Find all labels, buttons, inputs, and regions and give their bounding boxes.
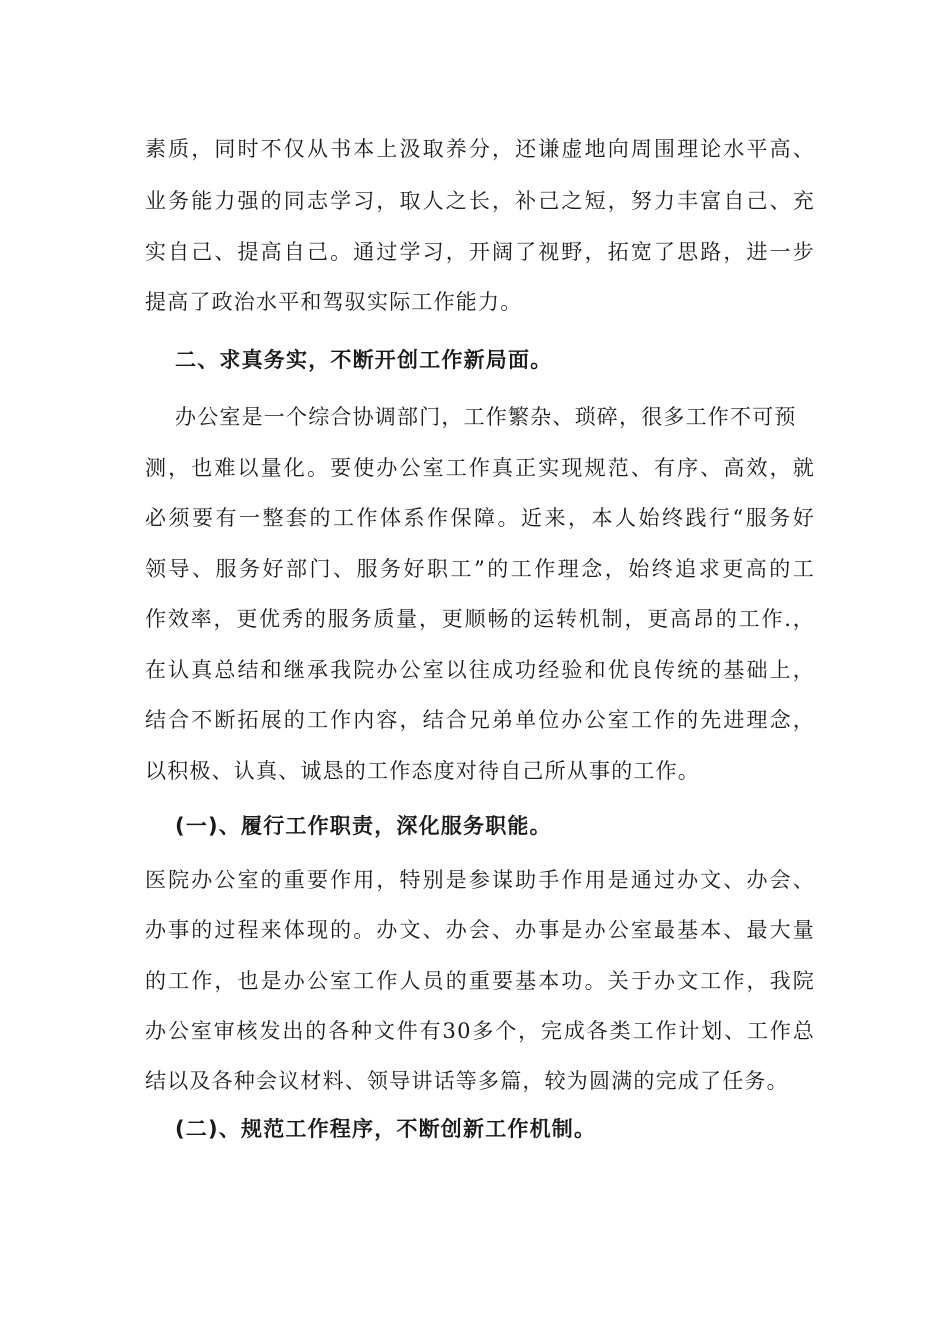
- paragraph-line: 结合不断拓展的工作内容，结合兄弟单位办公室工作的先进理念，: [145, 708, 815, 732]
- paragraph-line: 的工作，也是办公室工作人员的重要基本功。关于办文工作，我院: [145, 969, 815, 993]
- paragraph-line: 领导、服务好部门、服务好职工”的工作理念，始终追求更高的工: [145, 557, 815, 581]
- paragraph-line: 办事的过程来体现的。办文、办会、办事是办公室最基本、最大量: [145, 918, 815, 942]
- paragraph-line: 以积极、认真、诚恳的工作态度对待自己所从事的工作。: [145, 759, 700, 783]
- paragraph-line: 实自己、提高自己。通过学习，开阔了视野，拓宽了思路，进一步: [145, 240, 815, 264]
- paragraph-line: 办公室是一个综合协调部门，工作繁杂、琐碎，很多工作不可预: [175, 405, 797, 429]
- paragraph-line: 结以及各种会议材料、领导讲话等多篇，较为圆满的完成了任务。: [145, 1069, 789, 1093]
- section-heading: 二、求真务实，不断开创工作新局面。: [175, 348, 553, 372]
- paragraph-line: 在认真总结和继承我院办公室以往成功经验和优良传统的基础上，: [145, 658, 815, 682]
- paragraph-line: 提高了政治水平和驾驭实际工作能力。: [145, 290, 523, 314]
- paragraph-line: 必须要有一整套的工作体系作保障。近来，本人始终践行“服务好: [145, 506, 815, 530]
- subsection-heading: (一)、履行工作职责，深化服务职能。: [175, 814, 552, 838]
- paragraph-line: 办公室审核发出的各种文件有30多个，完成各类工作计划、工作总: [145, 1019, 815, 1043]
- paragraph-line: 医院办公室的重要作用，特别是参谋助手作用是通过办文、办会、: [145, 868, 815, 892]
- paragraph-line: 素质，同时不仅从书本上汲取养分，还谦虚地向周围理论水平高、: [145, 137, 815, 161]
- paragraph-line: 作效率，更优秀的服务质量，更顺畅的运转机制，更高昂的工作.，: [145, 607, 815, 631]
- paragraph-line: 测，也难以量化。要使办公室工作真正实现规范、有序、高效，就: [145, 456, 815, 480]
- subsection-heading: (二)、规范工作程序，不断创新工作机制。: [175, 1117, 597, 1141]
- paragraph-line: 业务能力强的同志学习，取人之长，补己之短，努力丰富自己、充: [145, 189, 815, 213]
